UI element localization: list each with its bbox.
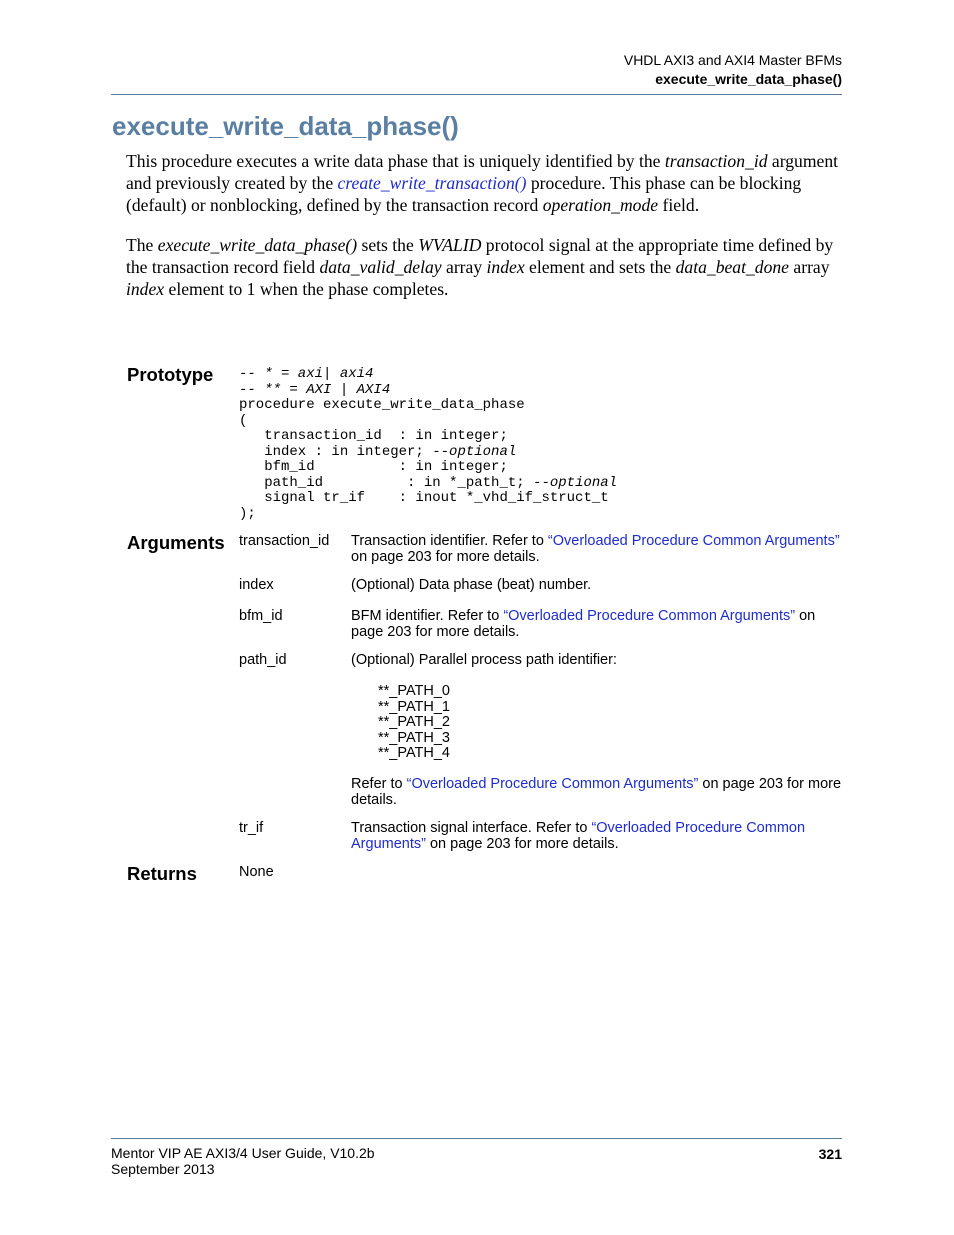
running-header-section: execute_write_data_phase() [655,71,842,87]
intro-paragraph-1: This procedure executes a write data phase that is uniquely identified by the transaction_id argument and previously created by the create_write_transaction() procedure. This phase can be blocking (default) or nonblocking, defined by the transaction record operation_mode field. [126,151,839,215]
arg-name-path-id: path_id [239,652,287,668]
arg-desc-bfm-id: BFM identifier. Refer to “Overloaded Procedure Common Arguments” on page 203 for more details. [351,608,816,640]
arg-desc-path-id: (Optional) Parallel process path identifier: [351,652,617,668]
arg-name-transaction-id: transaction_id [239,533,330,549]
running-header-title: VHDL AXI3 and AXI4 Master BFMs [623,52,842,68]
intro-paragraph-2: The execute_write_data_phase() sets the WVALID protocol signal at the appropriate time defined by the transaction record field data_valid_delay array index element and sets the data_beat_done array index element to 1 when the phase completes. [126,235,834,299]
overloaded-args-link[interactable]: “Overloaded Procedure Common Arguments” [503,608,796,624]
arg-name-index: index [239,577,274,593]
footer-date: September 2013 [111,1161,215,1177]
returns-value: None [239,864,274,880]
arg-desc-index: (Optional) Data phase (beat) number. [351,577,592,593]
list-item: **_PATH_4 [378,745,450,761]
footer-rule [111,1138,842,1139]
create-write-transaction-link[interactable]: create_write_transaction() [337,173,527,193]
arg-desc-transaction-id: Transaction identifier. Refer to “Overloaded Procedure Common Arguments” on page 203 for more details. [351,533,840,565]
arg-refer-path-id: Refer to “Overloaded Procedure Common Arguments” on page 203 for more details. [351,776,842,808]
page-title: execute_write_data_phase() [112,111,459,141]
arg-name-bfm-id: bfm_id [239,608,283,624]
header-rule [111,94,842,95]
list-item: **_PATH_3 [378,729,450,746]
list-item: **_PATH_0 [378,683,450,699]
list-item: **_PATH_1 [378,698,450,715]
overloaded-args-link[interactable]: “Overloaded Procedure Common Arguments” [406,776,699,792]
footer-doc-title: Mentor VIP AE AXI3/4 User Guide, V10.2b [111,1145,375,1161]
prototype-code: -- * = axi| axi4 -- ** = AXI | AXI4 procedure execute_write_data_phase ( transaction_id : in integer; index : in integer; --optional bfm_id : in integer; path_id : in *_path_t; --optional signal tr_if : inout *_vhd_if_struct_t ); [239,366,618,522]
path-id-list [378,684,450,762]
list-item: **_PATH_2 [378,714,450,730]
arguments-label: Arguments [127,532,225,553]
page-number: 321 [818,1146,842,1162]
prototype-label: Prototype [127,364,214,385]
returns-label: Returns [127,863,197,884]
arg-name-tr-if: tr_if [239,820,264,836]
overloaded-args-link[interactable]: “Overloaded Procedure Common Arguments” [351,820,806,852]
overloaded-args-link[interactable]: “Overloaded Procedure Common Arguments” [547,533,840,549]
arg-desc-tr-if: Transaction signal interface. Refer to “Overloaded Procedure Common Arguments” on page 203 for more details. [351,820,806,852]
